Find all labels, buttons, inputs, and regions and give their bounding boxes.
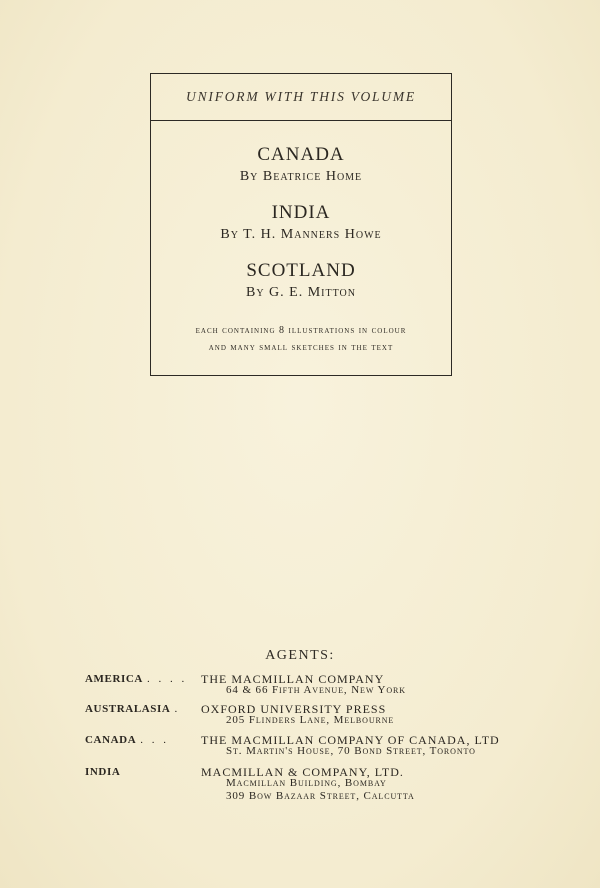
agent-address: 205 Flinders Lane, Melbourne xyxy=(226,714,395,726)
box-header xyxy=(151,74,451,121)
book-title: CANADA xyxy=(257,144,345,165)
note-line-2: and many small sketches in the text xyxy=(208,342,394,353)
agent-name: OXFORD UNIVERSITY PRESS xyxy=(201,702,387,716)
book-entry-india xyxy=(151,202,451,244)
book-title: SCOTLAND xyxy=(246,260,356,281)
agent-country: CANADA . . . xyxy=(85,734,170,746)
agent-country: AMERICA . . . . xyxy=(85,673,188,685)
agent-name: MACMILLAN & COMPANY, LTD. xyxy=(201,765,404,779)
agent-address: St. Martin's House, 70 Bond Street, Toronto xyxy=(226,745,476,757)
agent-name: THE MACMILLAN COMPANY OF CANADA, LTD xyxy=(201,733,500,747)
book-author: By T. H. Manners Howe xyxy=(220,227,382,242)
agent-address: 309 Bow Bazaar Street, Calcutta xyxy=(226,790,415,802)
illustrations-note xyxy=(151,322,451,356)
agents-heading: AGENTS: xyxy=(265,648,335,663)
agent-address: Macmillan Building, Bombay xyxy=(226,777,387,789)
agent-country: AUSTRALASIA . xyxy=(85,703,181,715)
agent-name: THE MACMILLAN COMPANY xyxy=(201,672,385,686)
book-author: By G. E. Mitton xyxy=(246,285,356,300)
note-line-1: each containing 8 illustrations in colour xyxy=(195,325,407,336)
book-entry-canada xyxy=(151,144,451,186)
book-entry-scotland xyxy=(151,260,451,302)
uniform-volume-box xyxy=(150,73,452,376)
agent-country: INDIA xyxy=(85,766,121,778)
book-title: INDIA xyxy=(271,202,331,223)
box-header-text: UNIFORM WITH THIS VOLUME xyxy=(186,89,416,104)
book-author: By Beatrice Home xyxy=(239,169,363,184)
agent-address: 64 & 66 Fifth Avenue, New York xyxy=(226,684,406,696)
